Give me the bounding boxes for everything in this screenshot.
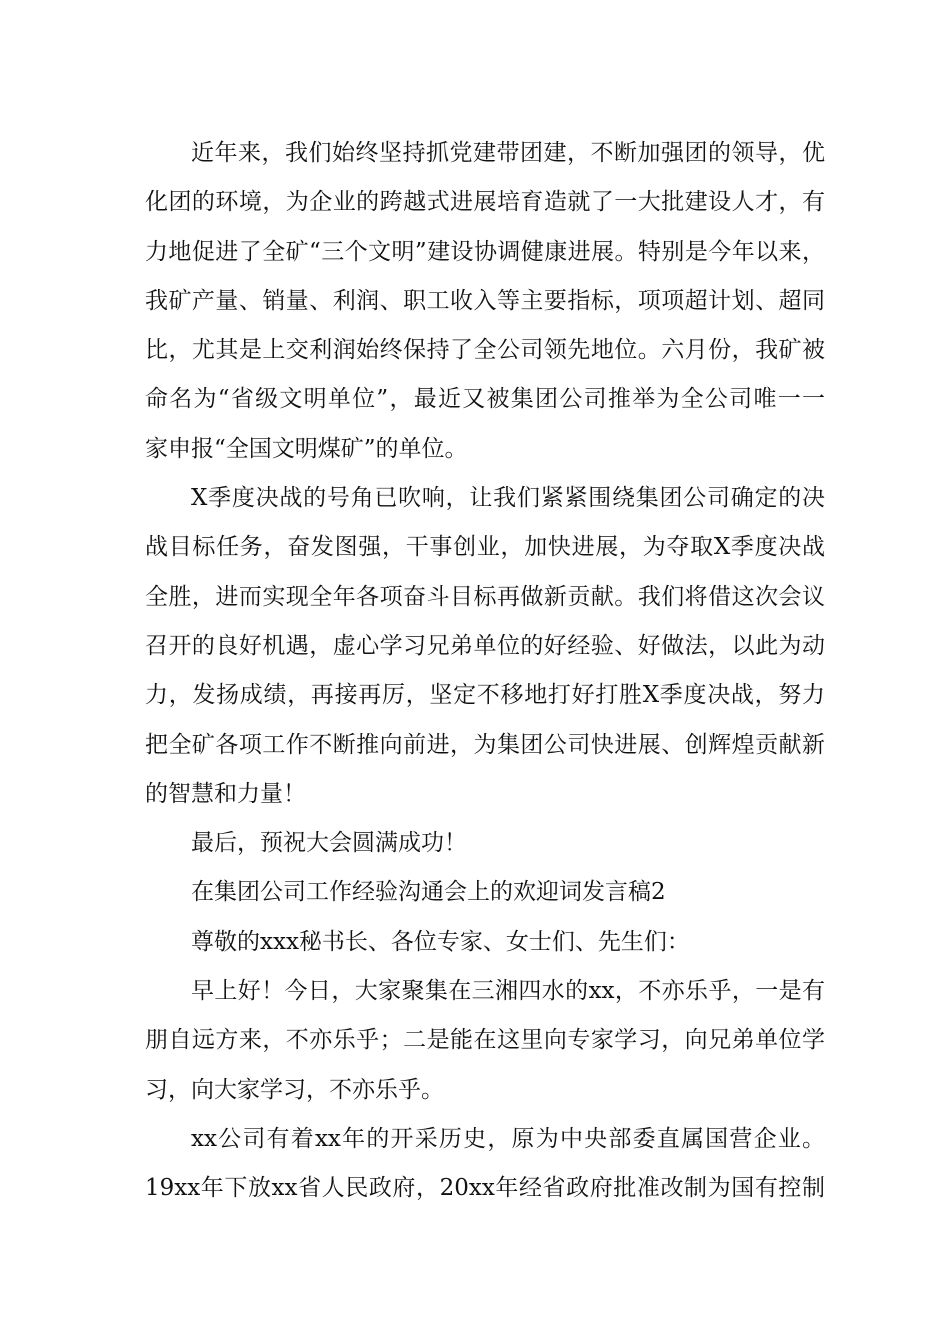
text-line-20: 习，向大家学习，不亦乐乎。 bbox=[145, 1076, 444, 1103]
text-line-17: 尊敬的xxx秘书长、各位专家、女士们、先生们： bbox=[191, 928, 690, 955]
text-line-4: 我矿产量、销量、利润、职工收入等主要指标，项项超计划、超同 bbox=[145, 287, 825, 314]
text-line-7: 家申报“全国文明煤矿”的单位。 bbox=[145, 435, 468, 462]
text-line-21: xx公司有着xx年的开采历史，原为中央部委直属国营企业。 bbox=[191, 1125, 825, 1152]
text-line-22: 19xx年下放xx省人民政府，20xx年经省政府批准改制为国有控制 bbox=[145, 1175, 825, 1202]
text-line-16: 在集团公司工作经验沟通会上的欢迎词发言稿2 bbox=[191, 879, 666, 906]
text-line-18: 早上好！今日，大家聚集在三湘四水的xx，不亦乐乎，一是有 bbox=[191, 978, 825, 1005]
text-line-12: 力，发扬成绩，再接再厉，坚定不移地打好打胜X季度决战，努力 bbox=[145, 682, 825, 709]
text-line-19: 朋自远方来，不亦乐乎；二是能在这里向专家学习，向兄弟单位学 bbox=[145, 1027, 825, 1054]
text-line-8: X季度决战的号角已吹响，让我们紧紧围绕集团公司确定的决 bbox=[191, 485, 825, 512]
text-line-5: 比，尤其是上交利润始终保持了全公司领先地位。六月份，我矿被 bbox=[145, 337, 825, 364]
text-line-1: 近年来，我们始终坚持抓党建带团建，不断加强团的领导，优 bbox=[191, 140, 825, 166]
text-line-11: 召开的良好机遇，虚心学习兄弟单位的好经验、好做法，以此为动 bbox=[145, 632, 825, 659]
text-line-13: 把全矿各项工作不断推向前进，为集团公司快进展、创辉煌贡献新 bbox=[145, 731, 825, 758]
text-line-15: 最后，预祝大会圆满成功！ bbox=[191, 830, 467, 857]
text-line-3: 力地促进了全矿“三个文明”建设协调健康进展。特别是今年以来， bbox=[145, 238, 825, 265]
text-line-14: 的智慧和力量！ bbox=[145, 780, 306, 807]
text-line-6: 命名为“省级文明单位”，最近又被集团公司推举为全公司唯一一 bbox=[145, 386, 825, 413]
text-line-2: 化团的环境，为企业的跨越式进展培育造就了一大批建设人才，有 bbox=[145, 189, 825, 216]
document-body bbox=[145, 129, 825, 1214]
text-line-9: 战目标任务，奋发图强，干事创业，加快进展，为夺取X季度决战 bbox=[145, 534, 825, 561]
text-line-10: 全胜，进而实现全年各项奋斗目标再做新贡献。我们将借这次会议 bbox=[145, 583, 825, 610]
